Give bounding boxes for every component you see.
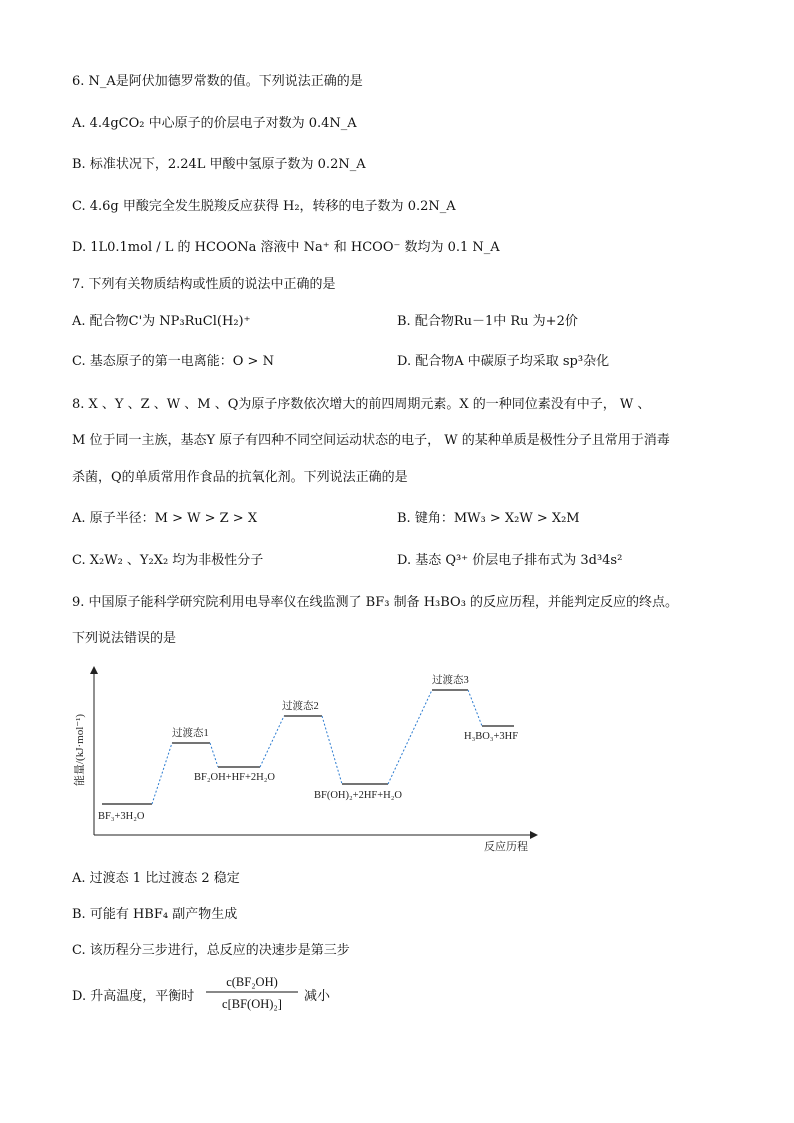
q9-option-b: B. 可能有 HBF₄ 副产物生成: [72, 907, 238, 922]
q6-option-c: C. 4.6g 甲酸完全发生脱羧反应获得 H₂，转移的电子数为 0.2N_A: [72, 199, 456, 214]
label-ts2: 过渡态2: [282, 701, 319, 712]
q8-option-b: B. 键角：MW₃ > X₂W > X₂M: [397, 511, 580, 526]
connector-1: [152, 743, 172, 804]
q7-option-b: B. 配合物Ru－1中 Ru 为+2价: [397, 314, 578, 329]
y-axis-label: 能量/(kJ·mol⁻¹): [74, 713, 86, 787]
q6-option-a: A. 4.4gCO₂ 中心原子的价层电子对数为 0.4N_A: [72, 116, 357, 131]
q8-stem-line3: 杀菌，Q的单质常用作食品的抗氧化剂。下列说法正确的是: [72, 470, 408, 485]
q6-stem: 6. N_A是阿伏加德罗常数的值。下列说法正确的是: [72, 74, 363, 89]
fraction-denominator: c[BF(OH)₂]: [222, 997, 282, 1011]
connector-2: [210, 743, 218, 767]
x-axis-label: 反应历程: [484, 841, 528, 853]
q8-option-d: D. 基态 Q³⁺ 价层电子排布式为 3d³4s²: [397, 553, 623, 568]
connector-5: [388, 690, 432, 784]
energy-profile-diagram: [70, 660, 540, 855]
q9-option-d-suffix: 减小: [304, 989, 331, 1004]
label-reactant: BF₃+3H₂O: [98, 811, 145, 822]
q8-option-a: A. 原子半径：M > W > Z > X: [72, 511, 258, 526]
q8-stem-line2: M 位于同一主族，基态Y 原子有四种不同空间运动状态的电子， W 的某种单质是极性分子且常用于消毒: [72, 433, 670, 448]
q9-option-a: A. 过渡态 1 比过渡态 2 稳定: [72, 871, 240, 886]
q9-stem-line1: 9. 中国原子能科学研究院利用电导率仪在线监测了 BF₃ 制备 H₃BO₃ 的反应历程，并能判定反应的终点。: [72, 595, 679, 610]
q7-option-c: C. 基态原子的第一电离能：O > N: [72, 354, 274, 369]
q9-option-d-prefix: D. 升高温度，平衡时: [72, 989, 195, 1004]
connector-6: [468, 690, 482, 726]
connector-4: [322, 716, 342, 784]
label-ts1: 过渡态1: [172, 728, 209, 739]
label-product: H₃BO₃+3HF: [464, 731, 519, 742]
q8-stem-line1: 8. X 、Y 、Z 、W 、M 、Q为原子序数依次增大的前四周期元素。X 的一种同位素没有中子， W 、: [72, 397, 651, 412]
label-int2: BF(OH)₂+2HF+H₂O: [314, 790, 403, 801]
label-int1: BF₂OH+HF+2H₂O: [194, 772, 276, 783]
q9-stem-line2: 下列说法错误的是: [72, 631, 177, 646]
connector-3: [260, 716, 284, 767]
fraction-numerator: c(BF₂OH): [226, 975, 278, 989]
q9-option-c: C. 该历程分三步进行，总反应的决速步是第三步: [72, 943, 350, 958]
q6-option-b: B. 标准状况下，2.24L 甲酸中氢原子数为 0.2N_A: [72, 157, 366, 172]
q7-option-d: D. 配合物A 中碳原子均采取 sp³杂化: [397, 354, 610, 369]
q9-option-d-fraction: [200, 970, 310, 1016]
q6-option-d: D. 1L0.1mol / L 的 HCOONa 溶液中 Na⁺ 和 HCOO⁻ 数均为 0.1 N_A: [72, 240, 500, 255]
q7-option-a: A. 配合物C'为 NP₃RuCl(H₂)⁺: [72, 314, 251, 329]
q7-stem: 7. 下列有关物质结构或性质的说法中正确的是: [72, 277, 336, 292]
label-ts3: 过渡态3: [432, 675, 469, 686]
q8-option-c: C. X₂W₂ 、Y₂X₂ 均为非极性分子: [72, 553, 264, 568]
